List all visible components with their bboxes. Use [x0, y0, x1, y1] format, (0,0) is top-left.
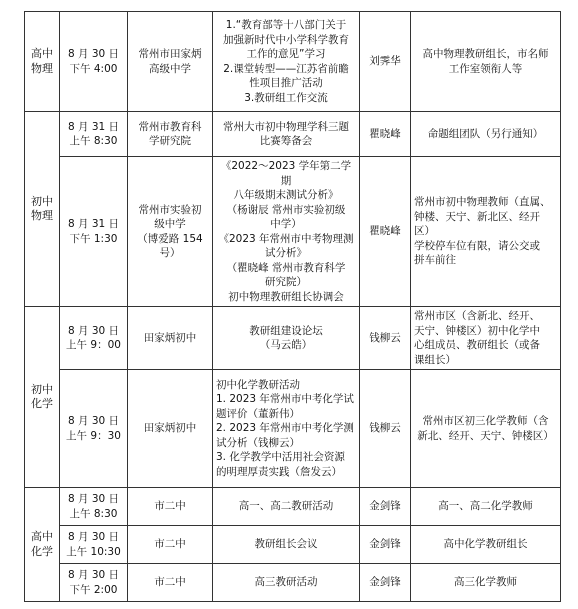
venue-cell: 田家炳初中 — [128, 370, 213, 488]
subject-cell: 高中 物理 — [25, 12, 60, 112]
host-cell: 金剑锋 — [360, 526, 411, 564]
table-row — [25, 307, 561, 370]
venue-cell: 常州市实验初 级中学 （博爱路 154 号） — [128, 157, 213, 307]
host-cell: 瞿晓峰 — [360, 157, 411, 307]
schedule-table — [24, 11, 561, 602]
time-cell: 8 月 30 日 上午 9：00 — [60, 307, 128, 370]
audience-cell: 高中物理教研组长，市名师 工作室领衔人等 — [411, 12, 561, 112]
host-cell: 刘霁华 — [360, 12, 411, 112]
time-cell: 8 月 30 日 上午 10:30 — [60, 526, 128, 564]
content-cell: 初中化学教研活动 1. 2023 年常州市中考化学试 题评价（董新伟） 2. 2023 年常州市中考化学测 试分析（钱柳云） 3. 化学教学中活用社会资源 的明理厚责实践（詹发云） — [213, 370, 360, 488]
venue-cell: 市二中 — [128, 526, 213, 564]
table-row — [25, 564, 561, 602]
time-cell: 8 月 30 日 上午 9：30 — [60, 370, 128, 488]
table-row — [25, 157, 561, 307]
audience-cell: 命题组团队（另行通知） — [411, 112, 561, 157]
time-cell: 8 月 30 日 下午 4:00 — [60, 12, 128, 112]
table-row — [25, 112, 561, 157]
audience-cell: 高一、高二化学教师 — [411, 488, 561, 526]
subject-cell: 初中 物理 — [25, 112, 60, 307]
audience-cell: 常州市初中物理教师（直属、 钟楼、天宁、新北区、经开 区） 学校停车位有限，请公交或 拼车前往 — [411, 157, 561, 307]
table-row — [25, 526, 561, 564]
audience-cell: 高三化学教师 — [411, 564, 561, 602]
audience-cell: 常州市区（含新北、经开、 天宁、钟楼区）初中化学中 心组成员、教研组长（或备 课组长） — [411, 307, 561, 370]
content-cell: 《2022～2023 学年第二学期 八年级期末测试分析》 （杨谢辰 常州市实验初级 中学） 《2023 年常州市中考物理测 试分析》 （瞿晓峰 常州市教育科学 研究院） 初中物理教研组长协调会 — [213, 157, 360, 307]
subject-cell: 初中 化学 — [25, 307, 60, 488]
host-cell: 金剑锋 — [360, 488, 411, 526]
venue-cell: 田家炳初中 — [128, 307, 213, 370]
venue-cell: 市二中 — [128, 564, 213, 602]
venue-cell: 市二中 — [128, 488, 213, 526]
host-cell: 金剑锋 — [360, 564, 411, 602]
content-cell: 1.“教育部等十八部门关于 加强新时代中小学科学教育 工作的意见”学习 2.课堂转型——江苏省前瞻 性项目推广活动 3.教研组工作交流 — [213, 12, 360, 112]
table-row — [25, 488, 561, 526]
content-cell: 教研组长会议 — [213, 526, 360, 564]
time-cell: 8 月 31 日 上午 8:30 — [60, 112, 128, 157]
venue-cell: 常州市田家炳 高级中学 — [128, 12, 213, 112]
host-cell: 钱柳云 — [360, 370, 411, 488]
time-cell: 8 月 31 日 下午 1:30 — [60, 157, 128, 307]
content-cell: 高一、高二教研活动 — [213, 488, 360, 526]
content-cell: 高三教研活动 — [213, 564, 360, 602]
table-row — [25, 12, 561, 112]
content-cell: 常州大市初中物理学科三题 比赛筹备会 — [213, 112, 360, 157]
content-cell: 教研组建设论坛 （马云皓） — [213, 307, 360, 370]
subject-cell: 高中 化学 — [25, 488, 60, 602]
host-cell: 瞿晓峰 — [360, 112, 411, 157]
audience-cell: 常州市区初三化学教师（含 新北、经开、天宁、钟楼区） — [411, 370, 561, 488]
venue-cell: 常州市教育科 学研究院 — [128, 112, 213, 157]
audience-cell: 高中化学教研组长 — [411, 526, 561, 564]
time-cell: 8 月 30 日 上午 8:30 — [60, 488, 128, 526]
time-cell: 8 月 30 日 下午 2:00 — [60, 564, 128, 602]
table-row — [25, 370, 561, 488]
host-cell: 钱柳云 — [360, 307, 411, 370]
